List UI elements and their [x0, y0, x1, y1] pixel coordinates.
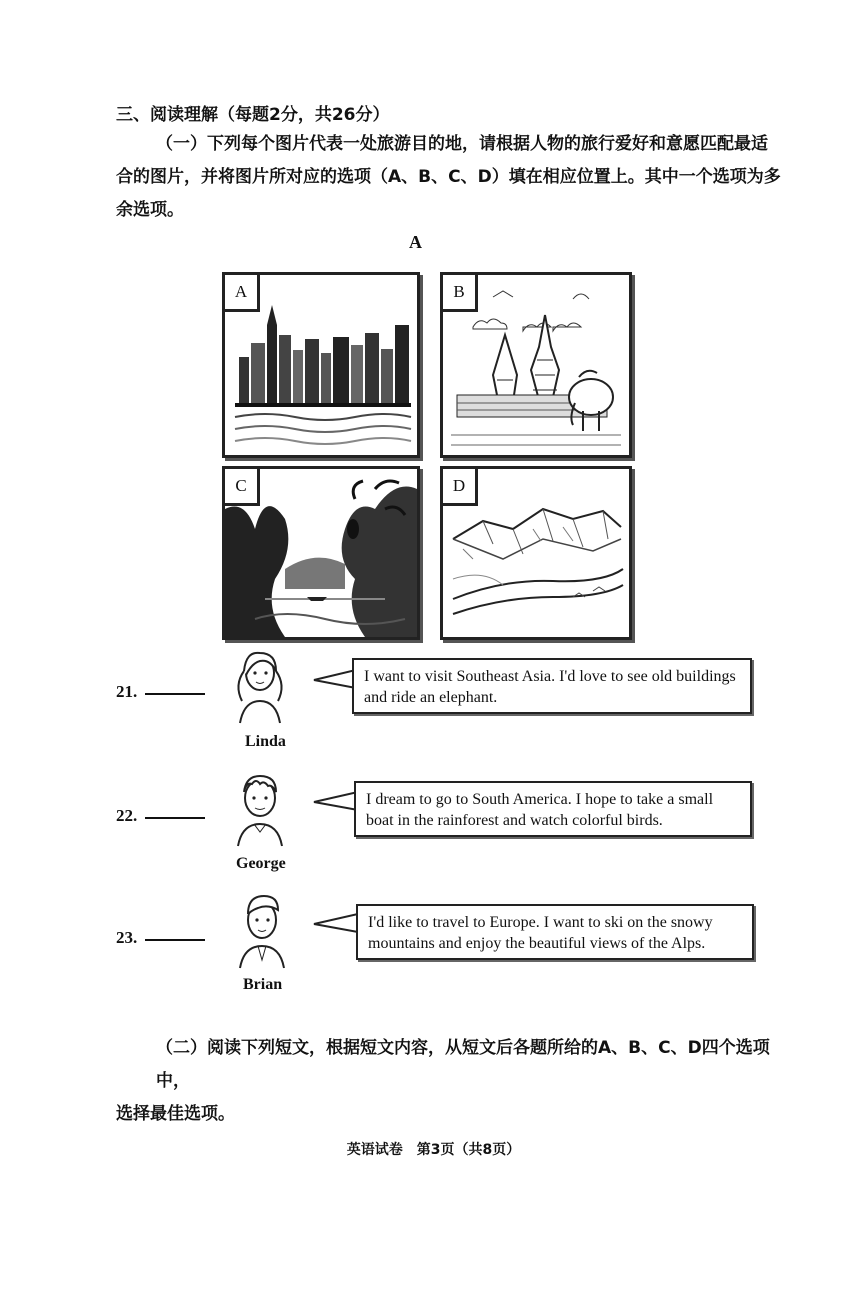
speech-bubble-22: I dream to go to South America. I hope to take a small boat in the rainforest and watch colorful birds.: [354, 781, 752, 837]
picture-label-a: A: [222, 272, 260, 312]
question-number: 21.: [116, 682, 138, 701]
instruction-line-2: 合的图片，并将图片所对应的选项（A、B、C、D）填在相应位置上。其中一个选项为多: [116, 167, 781, 187]
george-avatar: [230, 768, 290, 852]
picture-a: [222, 272, 420, 458]
question-23-number: [116, 928, 205, 948]
linda-name: Linda: [245, 733, 286, 750]
question-21-number: [116, 682, 205, 702]
george-name: George: [236, 855, 286, 872]
section-title: 三、阅读理解（每题2分，共26分）: [116, 105, 390, 125]
picture-d: [440, 466, 632, 640]
brian-avatar: [232, 888, 292, 974]
part1-instructions: [116, 128, 796, 227]
picture-label-d: D: [440, 466, 478, 506]
picture-label-b: B: [440, 272, 478, 312]
speech-tail-23: [312, 912, 358, 934]
speech-tail-21: [312, 668, 356, 690]
instruction-line-3: 余选项。: [116, 200, 184, 220]
speech-tail-22: [312, 790, 358, 812]
boy-face-icon: [232, 888, 292, 970]
question-22-number: [116, 806, 205, 826]
part2-line-1: （二）阅读下列短文，根据短文内容，从短文后各题所给的A、B、C、D四个选项中，: [156, 1038, 770, 1091]
answer-blank-22[interactable]: [145, 816, 205, 819]
picture-c: [222, 466, 420, 640]
brian-name: Brian: [243, 976, 283, 993]
picture-label-c: C: [222, 466, 260, 506]
linda-avatar: [230, 645, 290, 729]
speech-bubble-23: I'd like to travel to Europe. I want to ski on the snowy mountains and enjoy the beautiful views of the Alps.: [356, 904, 754, 960]
speech-bubble-21: I want to visit Southeast Asia. I'd love to see old buildings and ride an elephant.: [352, 658, 752, 714]
question-number: 22.: [116, 806, 138, 825]
instruction-line-1: （一）下列每个图片代表一处旅游目的地，请根据人物的旅行爱好和意愿匹配最适: [156, 134, 768, 154]
part2-line-2: 选择最佳选项。: [116, 1104, 235, 1124]
answer-blank-23[interactable]: [145, 938, 205, 941]
passage-label: A: [409, 232, 422, 252]
question-number: 23.: [116, 928, 138, 947]
answer-blank-21[interactable]: [145, 692, 205, 695]
girl-face-icon: [230, 645, 290, 725]
picture-b: [440, 272, 632, 458]
boy-face-icon: [230, 768, 290, 848]
part2-instructions: [116, 1032, 796, 1131]
page-footer: 英语试卷 第3页（共8页）: [346, 1142, 521, 1158]
